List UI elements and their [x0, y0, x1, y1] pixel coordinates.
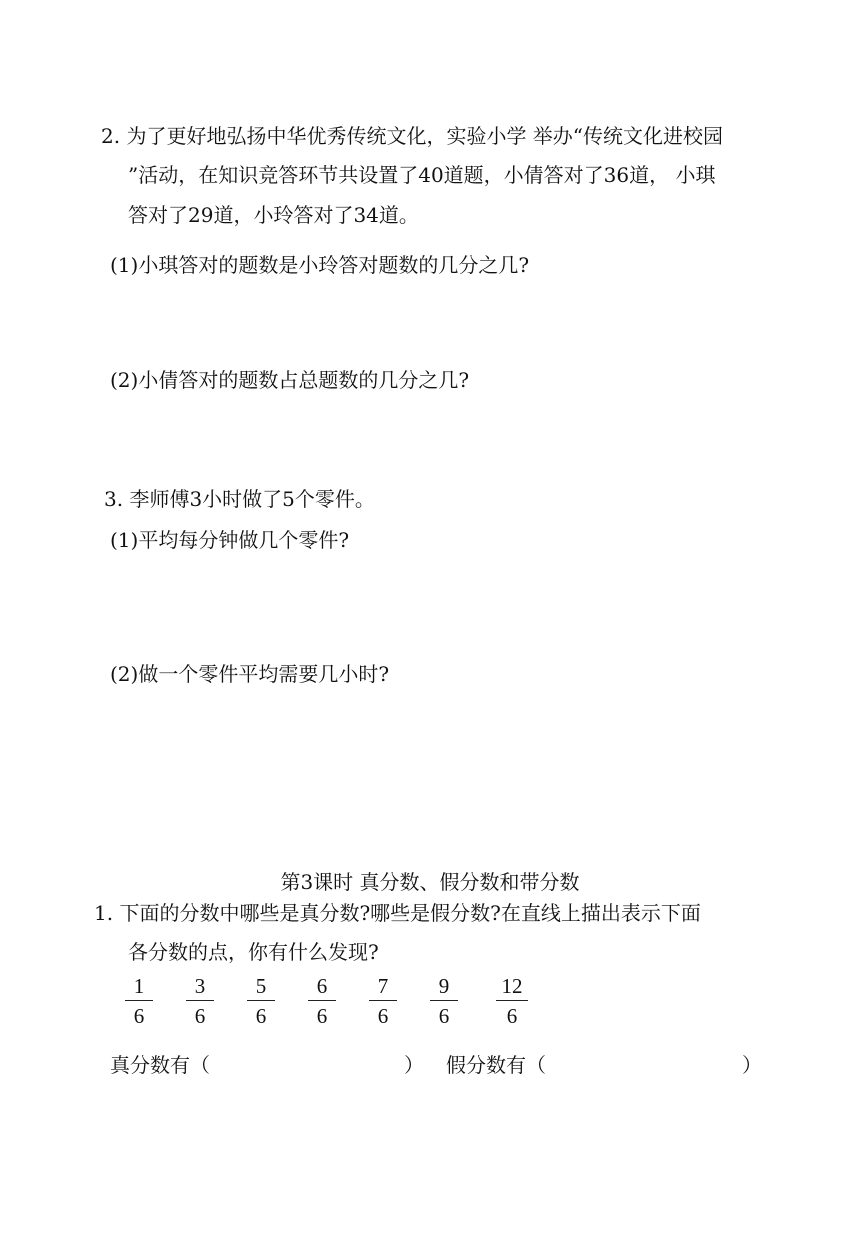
- fraction-numerator: 6: [316, 974, 328, 998]
- q2-line-3: 答对了29道，小玲答对了34道。: [128, 203, 419, 227]
- fraction-bar: [369, 1000, 397, 1001]
- fraction-bar: [430, 1000, 458, 1001]
- q2-sub-question-1: (1)小琪答对的题数是小玲答对题数的几分之几?: [110, 253, 530, 277]
- fraction-bar: [308, 1000, 336, 1001]
- fraction-denominator: 6: [438, 1004, 450, 1028]
- fraction-denominator: 6: [133, 1004, 145, 1028]
- fraction-4: [307, 974, 337, 1028]
- fraction-3: [246, 974, 276, 1028]
- fraction-1: [124, 974, 154, 1028]
- q3-sub-question-1: (1)平均每分钟做几个零件?: [110, 528, 350, 552]
- section-title: 第3课时 真分数、假分数和带分数: [280, 870, 580, 894]
- fraction-numerator: 9: [438, 974, 450, 998]
- fraction-7: [495, 974, 529, 1028]
- fraction-denominator: 6: [194, 1004, 206, 1028]
- s1-line-1: 1. 下面的分数中哪些是真分数?哪些是假分数?在直线上描出表示下面: [94, 901, 701, 925]
- q3-sub-question-2: (2)做一个零件平均需要几小时?: [110, 662, 390, 686]
- fraction-2: [185, 974, 215, 1028]
- fraction-bar: [496, 1000, 528, 1001]
- s1-line-2: 各分数的点，你有什么发现?: [128, 940, 379, 964]
- q2-line-2: ”活动，在知识竞答环节共设置了40道题，小倩答对了36道， 小琪: [128, 163, 716, 187]
- fraction-numerator: 7: [377, 974, 389, 998]
- proper-fraction-answer-label: 真分数有（: [110, 1053, 210, 1077]
- fraction-denominator: 6: [255, 1004, 267, 1028]
- fraction-5: [368, 974, 398, 1028]
- q2-line-1: 2. 为了更好地弘扬中华优秀传统文化，实验小学 举办“传统文化进校园: [101, 124, 724, 148]
- q3-line-1: 3. 李师傅3小时做了5个零件。: [104, 487, 375, 511]
- fraction-bar: [186, 1000, 214, 1001]
- fraction-denominator: 6: [316, 1004, 328, 1028]
- proper-fraction-answer-close: ）: [404, 1053, 424, 1077]
- improper-fraction-answer-close: ）: [742, 1053, 762, 1077]
- fraction-numerator: 5: [255, 974, 267, 998]
- fraction-list: [0, 974, 860, 1030]
- fraction-denominator: 6: [377, 1004, 389, 1028]
- fraction-numerator: 3: [194, 974, 206, 998]
- fraction-6: [429, 974, 459, 1028]
- fraction-denominator: 6: [506, 1004, 518, 1028]
- improper-fraction-answer-label: 假分数有（: [446, 1053, 546, 1077]
- fraction-numerator: 1: [133, 974, 145, 998]
- fraction-bar: [125, 1000, 153, 1001]
- q2-sub-question-2: (2)小倩答对的题数占总题数的几分之几?: [110, 368, 470, 392]
- fraction-numerator: 12: [501, 974, 523, 998]
- fraction-bar: [247, 1000, 275, 1001]
